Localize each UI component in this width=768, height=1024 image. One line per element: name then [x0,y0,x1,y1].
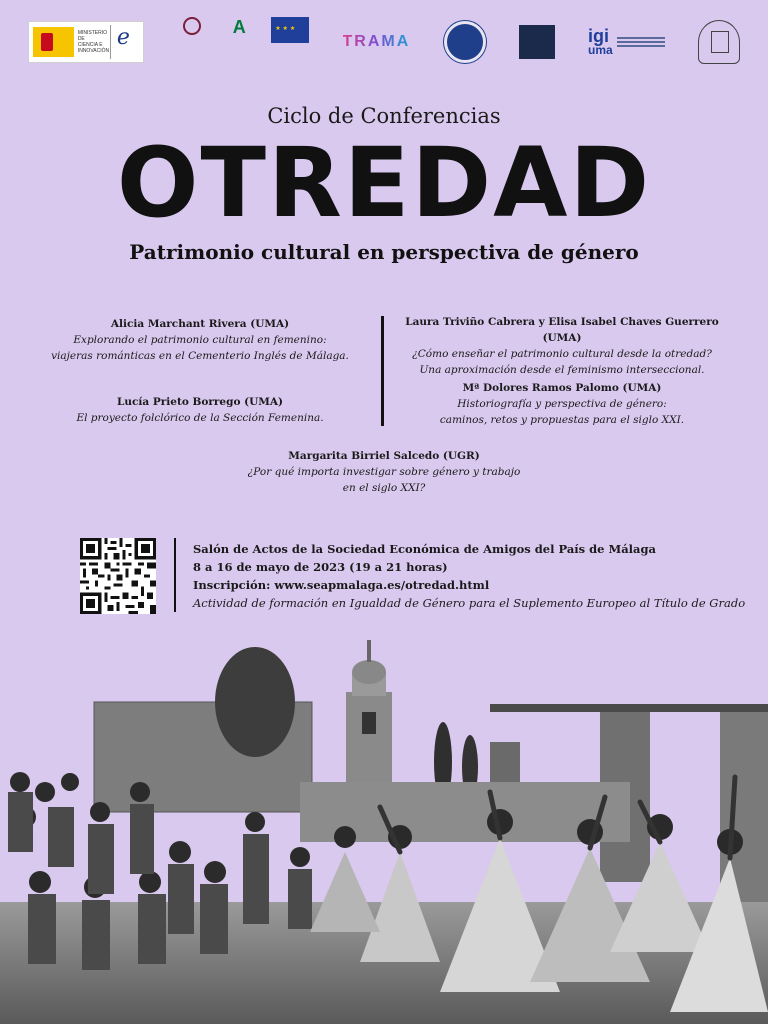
talk-topic: ¿Cómo enseñar el patrimonio cultural desde la otredad? [412,348,712,360]
talk-4 [394,380,730,428]
speaker-name: Alicia Marchant Rivera (UMA) [110,318,290,330]
institutional-logos [177,17,309,67]
tagline: Patrimonio cultural en perspectiva de género [129,240,639,264]
talk-3 [50,394,350,426]
series-title: Ciclo de Conferencias [267,104,501,128]
venue-dates: 8 a 16 de mayo de 2023 (19 a 21 horas) [193,560,448,574]
igi-logo-text: igi [588,26,610,46]
speaker-name: Margarita Birriel Salcedo (UGR) [288,450,480,462]
trama-logo: TRAMA [342,33,411,50]
talk-topic: viajeras románticas en el Cementerio Inglés de Málaga. [51,350,349,362]
junta-andalucia-logo [217,17,261,37]
agency-logo-icon [110,25,139,59]
ministry-logo-text: MINISTERIO DE CIENCIA E INNOVACIÓN [77,30,110,54]
speaker-name: Mª Dolores Ramos Palomo (UMA) [462,382,662,394]
talk-topic: caminos, retos y propuestas para el siglo XXI. [439,414,685,426]
talk-topic: en el siglo XXI? [342,482,426,494]
registration-link[interactable]: Inscripción: www.seapmalaga.es/otredad.html [193,578,490,592]
talk-topic: Explorando el patrimonio cultural en femenino: [73,334,327,346]
university-crest-logo [177,17,207,37]
andalucia-a-icon: A [232,17,246,37]
qr-code-icon[interactable] [78,538,158,614]
navy-square-logo [519,25,555,59]
speaker-name: Laura Triviño Cabrera y Elisa Isabel Chaves Guerrero (UMA) [405,316,719,344]
building-sketch-logo [698,20,740,64]
venue-divider [174,538,176,612]
page-title: OTREDAD [116,127,652,239]
talks-divider [381,316,384,426]
igi-logo-lines [617,37,665,47]
talk-topic: El proyecto folclórico de la Sección Femenina. [76,412,324,424]
talk-topic: Historiografía y perspectiva de género: [457,398,667,410]
uma-logo-text: uma [588,43,613,57]
ministry-logo [28,21,144,63]
talk-1 [50,316,350,364]
eu-flag-logo [271,17,309,43]
society-seal-logo [444,21,486,63]
spain-coat-of-arms-icon [33,27,74,57]
talk-5 [184,448,584,496]
talk-topic: Una aproximación desde el feminismo interseccional. [419,364,705,376]
venue-info [193,540,763,612]
talk-2 [394,314,730,378]
speaker-name: Lucía Prieto Borrego (UMA) [117,396,283,408]
historic-dance-photo [0,632,768,1024]
crest-icon [183,17,201,35]
talk-topic: ¿Por qué importa investigar sobre género y trabajo [247,466,521,478]
logo-strip [28,16,740,68]
igi-uma-logo [588,28,665,56]
training-note: Actividad de formación en Igualdad de Género para el Suplemento Europeo al Título de Grado [193,596,746,610]
venue-place: Salón de Actos de la Sociedad Económica de Amigos del País de Málaga [193,542,656,556]
